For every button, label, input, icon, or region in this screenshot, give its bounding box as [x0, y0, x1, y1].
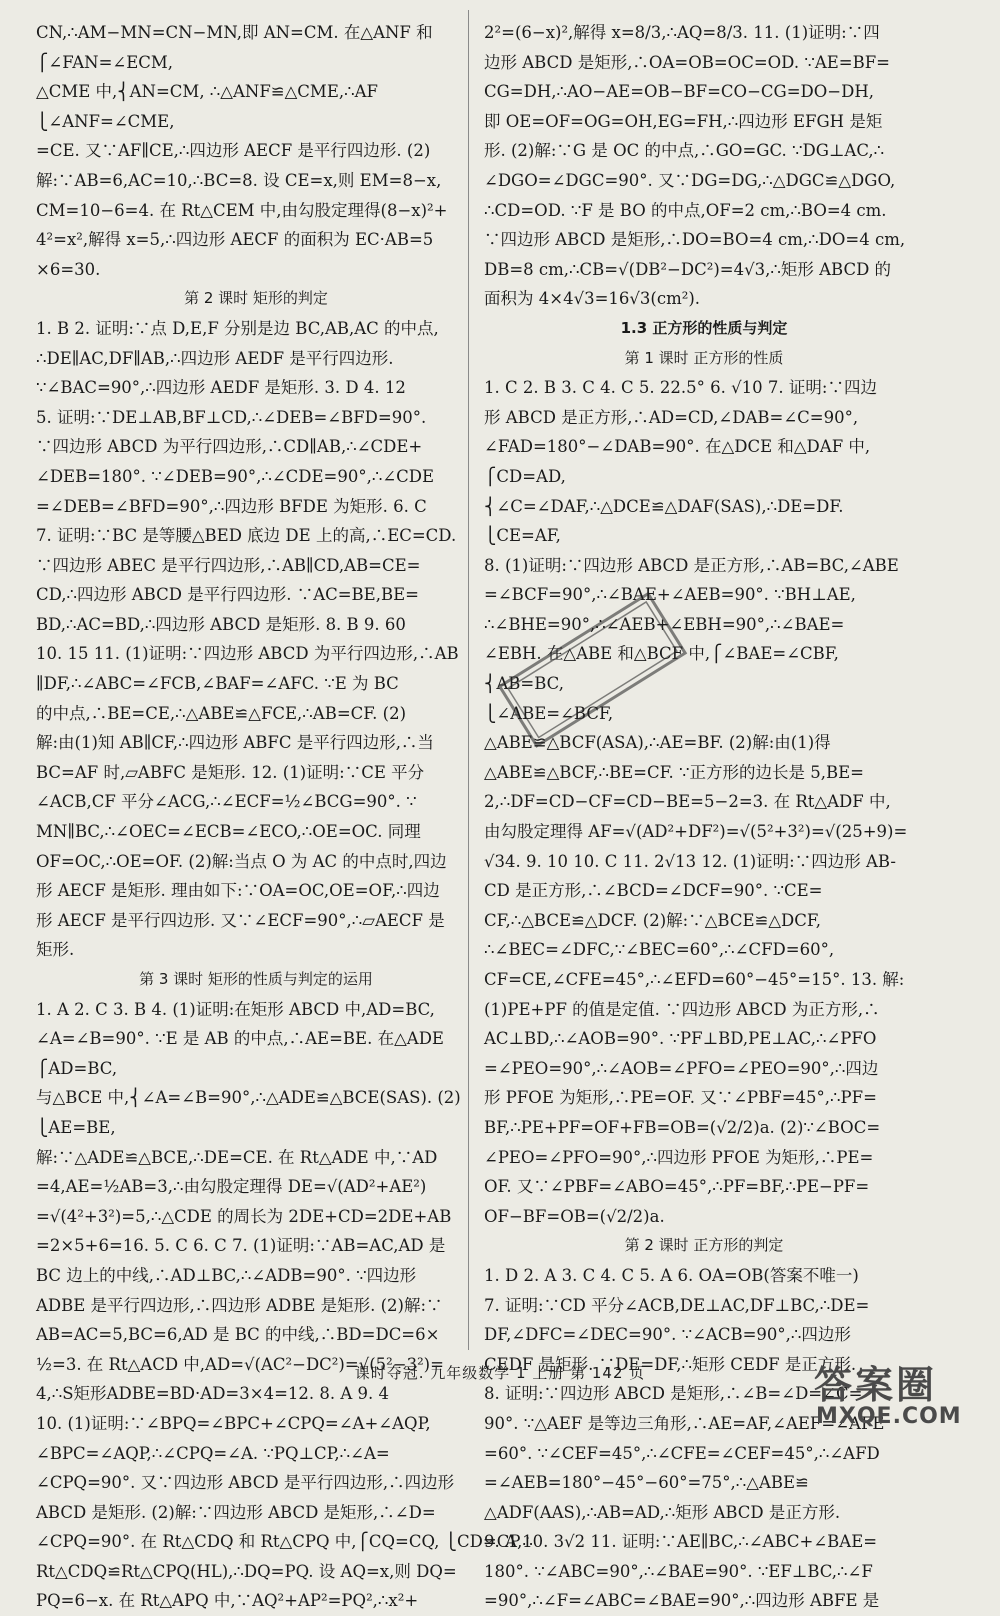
text-line: ∵∠BAC=90°,∴四边形 AEDF 是矩形. 3. D 4. 12 — [36, 378, 406, 398]
section-heading: 第 3 课时 矩形的性质与判定的运用 — [139, 970, 373, 988]
text-line: =√(4²+3²)=5,∴△CDE 的周长为 2DE+CD=2DE+AB — [36, 1206, 452, 1226]
text-line: ADBE 是平行四边形,∴四边形 ADBE 是矩形. (2)解:∵ — [36, 1295, 443, 1315]
text-line: 9. A 10. 3√2 11. 证明:∵AE∥BC,∴∠ABC+∠BAE= — [484, 1532, 878, 1552]
text-line: 4,∴S矩形ADBE=BD·AD=3×4=12. 8. A 9. 4 — [36, 1384, 390, 1404]
text-line: BC 边上的中线,∴AD⊥BC,∴∠ADB=90°. ∵四边形 — [36, 1265, 417, 1285]
page-footer: 课时夺冠. 九年级数学 1 上册 第 142 页 — [354, 1364, 646, 1382]
text-line: ∠A=∠B=90°. ∵E 是 AB 的中点,∴AE=BE. 在△ADE — [36, 1029, 444, 1049]
text-line: 7. 证明:∵CD 平分∠ACB,DE⊥AC,DF⊥BC,∴DE= — [484, 1295, 870, 1315]
text-line: 180°. ∵∠ABC=90°,∴∠BAE=90°. ∵EF⊥BC,∴∠F — [484, 1561, 873, 1581]
text-line: CD 是正方形,∴∠BCD=∠DCF=90°. ∵CE= — [484, 881, 823, 901]
text-line: 与△BCE 中,⎨∠A=∠B=90°,∴△ADE≌△BCE(SAS). (2) — [36, 1088, 461, 1108]
text-line: 解:∵AB=6,AC=10,∴BC=8. 设 CE=x,则 EM=8−x, — [36, 170, 442, 190]
text-line: 由勾股定理得 AF=√(AD²+DF²)=√(5²+3²)=√(25+9)= — [484, 822, 908, 842]
text-line: √34. 9. 10 10. C 11. 2√13 12. (1)证明:∵四边形 AB- — [484, 851, 896, 871]
text-line: 解:由(1)知 AB∥CF,∴四边形 ABFC 是平行四边形,∴当 — [36, 733, 434, 753]
text-line: AC⊥BD,∴∠AOB=90°. ∵PF⊥BD,PE⊥AC,∴∠PFO — [484, 1029, 877, 1049]
text-line: BF,∴PE+PF=OF+FB=OB=(√2/2)a. (2)∵∠BOC= — [484, 1117, 881, 1137]
text-line: ∠EBH. 在△ABE 和△BCF 中,⎧∠BAE=∠CBF, — [484, 644, 839, 664]
text-line: ∥DF,∴∠ABC=∠FCB,∠BAF=∠AFC. ∵E 为 BC — [36, 674, 399, 694]
text-line: ∠BPC=∠AQP,∴∠CPQ=∠A. ∵PQ⊥CP,∴∠A= — [36, 1443, 390, 1463]
text-line: ⎨AB=BC, — [484, 674, 564, 694]
text-line: =90°,∴∠F=∠ABC=∠BAE=90°,∴四边形 ABFE 是 — [484, 1591, 880, 1611]
text-line: ∵四边形 ABEC 是平行四边形,∴AB∥CD,AB=CE= — [36, 555, 421, 575]
text-line: ∴CD=OD. ∵F 是 BO 的中点,OF=2 cm,∴BO=4 cm. — [484, 200, 887, 220]
text-line: DF,∠DFC=∠DEC=90°. ∵∠ACB=90°,∴四边形 — [484, 1325, 851, 1345]
text-line: ⎧∠FAN=∠ECM, — [36, 52, 174, 72]
text-line: ∠ACB,CF 平分∠ACG,∴∠ECF=½∠BCG=90°. ∵ — [36, 792, 417, 812]
text-line: OF=OC,∴OE=OF. (2)解:当点 O 为 AC 的中点时,四边 — [36, 851, 447, 871]
text-line: 形 AECF 是平行四边形. 又∵∠ECF=90°,∴▱AECF 是 — [36, 910, 445, 930]
text-line: 边形 ABCD 是矩形,∴OA=OB=OC=OD. ∵AE=BF= — [484, 52, 890, 72]
text-line: 90°. ∵△AEF 是等边三角形,∴AE=AF,∠AEF=∠AFE — [484, 1413, 885, 1433]
text-line: 1. B 2. 证明:∵点 D,E,F 分别是边 BC,AB,AC 的中点, — [36, 318, 439, 338]
text-line: 10. (1)证明:∵∠BPQ=∠BPC+∠CPQ=∠A+∠AQP, — [36, 1413, 431, 1433]
watermark-brand: 答案圈 — [814, 1363, 938, 1407]
text-line: =∠AEB=180°−45°−60°=75°,∴△ABE≌ — [484, 1473, 809, 1493]
text-line: BC=AF 时,▱ABFC 是矩形. 12. (1)证明:∵CE 平分 — [36, 762, 425, 782]
text-line: 1. A 2. C 3. B 4. (1)证明:在矩形 ABCD 中,AD=BC, — [36, 999, 435, 1019]
text-line: 形 PFOE 为矩形,∴PE=OF. 又∵∠PBF=45°,∴PF= — [484, 1088, 877, 1108]
text-line: ⎩CE=AF, — [484, 526, 561, 546]
text-line: ∴DE∥AC,DF∥AB,∴四边形 AEDF 是平行四边形. — [36, 348, 394, 368]
text-line: ∠CPQ=90°. 又∵四边形 ABCD 是平行四边形,∴四边形 — [36, 1473, 455, 1493]
text-line: CEDF 是矩形. ∵DE=DF,∴矩形 CEDF 是正方形. — [484, 1354, 857, 1374]
text-line: CF=CE,∠CFE=45°,∴∠EFD=60°−45°=15°. 13. 解: — [484, 970, 905, 989]
text-line: 解:∵△ADE≌△BCE,∴DE=CE. 在 Rt△ADE 中,∵AD — [36, 1147, 438, 1167]
text-line: 面积为 4×4√3=16√3(cm²). — [484, 289, 701, 309]
text-line: CN,∴AM−MN=CN−MN,即 AN=CM. 在△ANF 和 — [36, 23, 433, 42]
text-line: AB=AC=5,BC=6,AD 是 BC 的中线,∴BD=DC=6× — [36, 1325, 440, 1345]
text-line: 的中点,∴BE=CE,∴△ABE≌△FCE,∴AB=CF. (2) — [36, 703, 407, 723]
text-line: ∴∠BEC=∠DFC,∵∠BEC=60°,∴∠CFD=60°, — [484, 940, 835, 960]
text-line: =CE. 又∵AF∥CE,∴四边形 AECF 是平行四边形. (2) — [36, 141, 431, 161]
text-line: 形 AECF 是矩形. 理由如下:∵OA=OC,OE=OF,∴四边 — [36, 881, 440, 901]
text-line: ⎩∠ABE=∠BCF, — [484, 703, 614, 723]
text-line: 2,∴DF=CD−CF=CD−BE=5−2=3. 在 Rt△ADF 中, — [484, 792, 891, 812]
text-line: ∠DEB=180°. ∵∠DEB=90°,∴∠CDE=90°,∴∠CDE — [36, 466, 435, 486]
text-line: △CME 中,⎨AN=CM, ∴△ANF≌△CME,∴AF — [36, 82, 378, 102]
site-watermark — [786, 1346, 986, 1436]
text-line: ∴∠BHE=90°,∴∠AEB+∠EBH=90°,∴∠BAE= — [484, 614, 845, 634]
text-line: 2²=(6−x)²,解得 x=8/3,∴AQ=8/3. 11. (1)证明:∵四 — [484, 23, 880, 42]
text-line: 1. D 2. A 3. C 4. C 5. A 6. OA=OB(答案不唯一) — [484, 1265, 859, 1285]
text-line: =∠PEO=90°,∴∠AOB=∠PFO=∠PEO=90°,∴四边 — [484, 1058, 879, 1078]
text-line: ⎩AE=BE, — [36, 1117, 116, 1137]
copyright-stamp-icon — [495, 580, 690, 760]
text-line: △ADF(AAS),∴AB=AD,∴矩形 ABCD 是正方形. — [484, 1502, 841, 1522]
text-line: =∠DEB=∠BFD=90°,∴四边形 BFDE 为矩形. 6. C — [36, 496, 427, 516]
text-line: 10. 15 11. (1)证明:∵四边形 ABCD 为平行四边形,∴AB — [36, 644, 459, 664]
text-line: CF,∴△BCE≌△DCF. (2)解:∵△BCE≌△DCF, — [484, 910, 821, 930]
text-line: ∠DGO=∠DGC=90°. 又∵DG=DG,∴△DGC≌△DGO, — [484, 170, 896, 190]
text-line: ∵四边形 ABCD 为平行四边形,∴CD∥AB,∴∠CDE+ — [36, 437, 423, 457]
text-line: 8. 证明:∵四边形 ABCD 是矩形,∴∠B=∠D=∠C= — [484, 1384, 863, 1404]
text-line: ∠FAD=180°−∠DAB=90°. 在△DCE 和△DAF 中, — [484, 437, 871, 457]
text-line: 即 OE=OF=OG=OH,EG=FH,∴四边形 EFGH 是矩 — [484, 111, 883, 131]
text-line: 形. (2)解:∵G 是 OC 的中点,∴GO=GC. ∵DG⊥AC,∴ — [484, 141, 885, 161]
text-line: △ABE≌△BCF,∴BE=CF. ∵正方形的边长是 5,BE= — [484, 762, 864, 782]
text-line: =2×5+6=16. 5. C 6. C 7. (1)证明:∵AB=AC,AD 是 — [36, 1236, 446, 1256]
text-line: CG=DH,∴AO−AE=OB−BF=CO−CG=DO−DH, — [484, 82, 874, 102]
text-line: OF. 又∵∠PBF=∠ABO=45°,∴PF=BF,∴PE−PF= — [484, 1177, 870, 1197]
watermark-url: MXQE.COM — [816, 1404, 962, 1429]
text-line: ABCD 是矩形. (2)解:∵四边形 ABCD 是矩形,∴∠D= — [36, 1502, 436, 1522]
section-heading: 1.3 正方形的性质与判定 — [620, 318, 788, 337]
text-line: ⎧AD=BC, — [36, 1058, 118, 1078]
text-line: 形 ABCD 是正方形,∴AD=CD,∠DAB=∠C=90°, — [484, 407, 859, 427]
text-line: =4,AE=½AB=3,∴由勾股定理得 DE=√(AD²+AE²) — [36, 1177, 427, 1197]
text-line: ⎨∠C=∠DAF,∴△DCE≌△DAF(SAS),∴DE=DF. — [484, 496, 844, 516]
text-line: △ABE≌△BCF(ASA),∴AE=BF. (2)解:由(1)得 — [484, 733, 831, 753]
text-line: MN∥BC,∴∠OEC=∠ECB=∠ECO,∴OE=OC. 同理 — [36, 822, 421, 842]
text-line: Rt△CDQ≌Rt△CPQ(HL),∴DQ=PQ. 设 AQ=x,则 DQ= — [36, 1561, 457, 1581]
text-line: 8. (1)证明:∵四边形 ABCD 是正方形,∴AB=BC,∠ABE — [484, 555, 899, 575]
text-line: ∠CPQ=90°. 在 Rt△CDQ 和 Rt△CPQ 中,⎧CQ=CQ, ⎩CD=CP,∴ — [36, 1532, 533, 1552]
text-line: (1)PE+PF 的值是定值. ∵四边形 ABCD 为正方形,∴ — [484, 999, 880, 1019]
text-line: =∠BCF=90°,∴∠BAE+∠AEB=90°. ∵BH⊥AE, — [484, 585, 856, 605]
text-line: ∠PEO=∠PFO=90°,∴四边形 PFOE 为矩形,∴PE= — [484, 1147, 874, 1167]
text-line: =60°. ∵∠CEF=45°,∴∠CFE=∠CEF=45°,∴∠AFD — [484, 1443, 880, 1463]
text-line: BD,∴AC=BD,∴四边形 ABCD 是矩形. 8. B 9. 60 — [36, 614, 406, 634]
section-heading: 第 2 课时 正方形的判定 — [624, 1236, 784, 1255]
text-line: OF−BF=OB=(√2/2)a. — [484, 1206, 665, 1226]
text-line: CM=10−6=4. 在 Rt△CEM 中,由勾股定理得(8−x)²+ — [36, 200, 448, 220]
text-line: DB=8 cm,∴CB=√(DB²−DC²)=4√3,∴矩形 ABCD 的 — [484, 259, 892, 279]
text-line: ⎩∠ANF=∠CME, — [36, 111, 175, 131]
text-line: 5. 证明:∵DE⊥AB,BF⊥CD,∴∠DEB=∠BFD=90°. — [36, 407, 427, 427]
text-line: 矩形. — [36, 940, 75, 960]
text-line: ⎧CD=AD, — [484, 466, 566, 486]
section-heading: 第 2 课时 矩形的判定 — [184, 289, 328, 308]
text-line: 4²=x²,解得 x=5,∴四边形 AECF 的面积为 EC·AB=5 — [36, 230, 434, 250]
text-line: ∵四边形 ABCD 是矩形,∴DO=BO=4 cm,∴DO=4 cm, — [484, 230, 906, 250]
text-line: PQ=6−x. 在 Rt△APQ 中,∵AQ²+AP²=PQ²,∴x²+ — [36, 1591, 419, 1611]
column-divider — [468, 10, 469, 1350]
text-line: ×6=30. — [36, 259, 101, 279]
text-line: 1. C 2. B 3. C 4. C 5. 22.5° 6. √10 7. 证明:∵四边 — [484, 378, 877, 398]
text-line: 7. 证明:∵BC 是等腰△BED 底边 DE 上的高,∴EC=CD. — [36, 526, 457, 546]
text-line: ½=3. 在 Rt△ACD 中,AD=√(AC²−DC²)=√(5²−3²)= — [36, 1354, 444, 1374]
text-line: CD,∴四边形 ABCD 是平行四边形. ∵AC=BE,BE= — [36, 585, 419, 605]
section-heading: 第 1 课时 正方形的性质 — [624, 348, 784, 367]
